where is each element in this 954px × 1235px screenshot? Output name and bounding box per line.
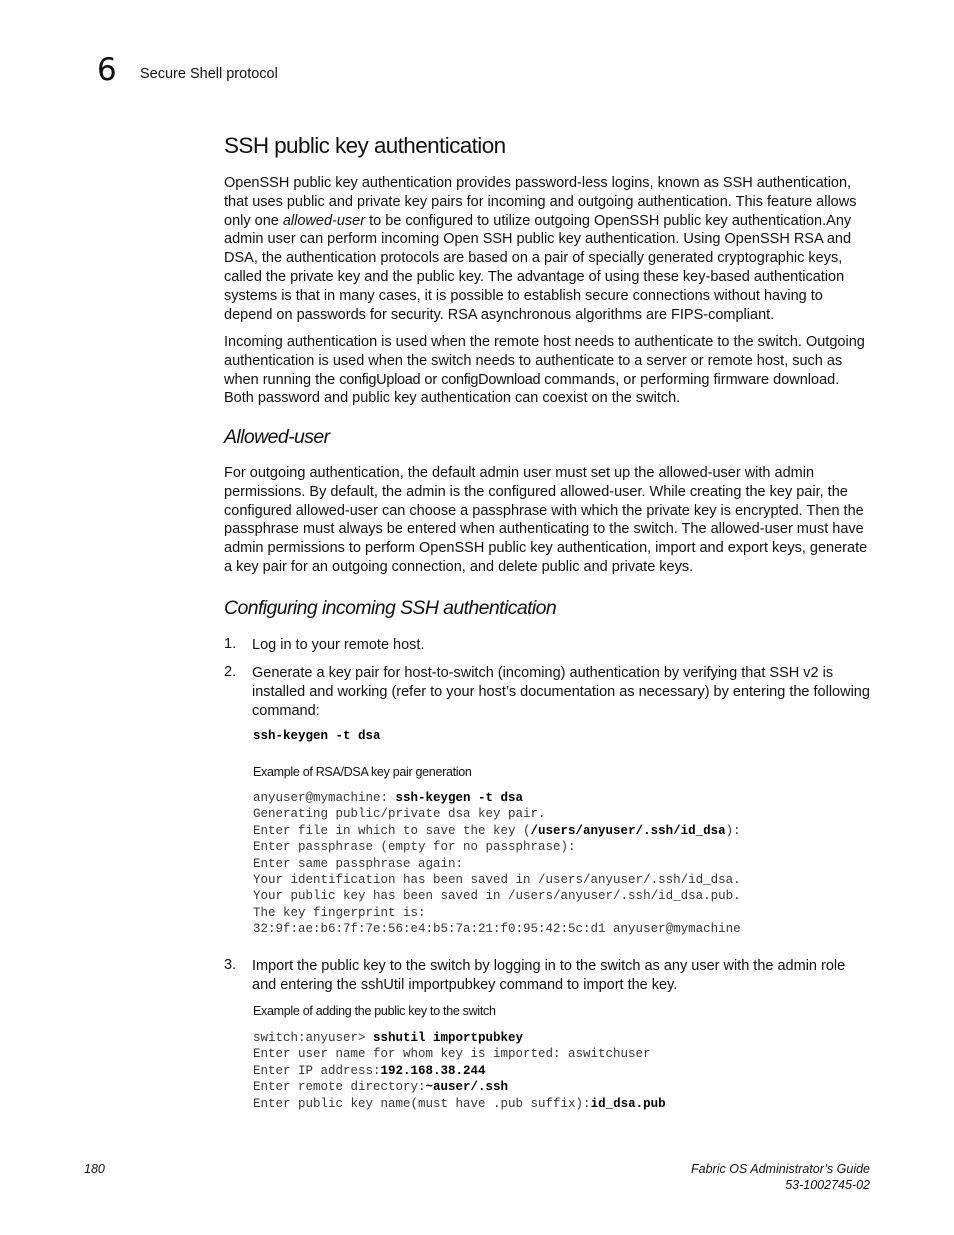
section-title: SSH public key authentication xyxy=(224,133,506,158)
sshutil-importpubkey-command: sshUtil importpubkey xyxy=(360,976,496,993)
code-line: Enter file in which to save the key (/users/anyuser/.ssh/id_dsa): xyxy=(253,823,741,838)
step-2-text: Generate a key pair for host-to-switch (incoming) authentication by verifying that SSH v2 is installed and working (refer to your host’s documentation as necessary) by entering the following command: xyxy=(252,665,870,719)
allowed-user-heading: Allowed-user xyxy=(224,426,330,448)
example-1-code xyxy=(253,790,741,938)
step-1-number: 1. xyxy=(224,636,237,652)
step-1-text: Log in to your remote host. xyxy=(252,637,425,653)
example-2-code xyxy=(253,1030,666,1112)
intro-paragraph-2: Incoming authentication is used when the remote host needs to authenticate to the switch. Outgoing authentication is used when the switch needs to authenticate to a server or remote host, such as when running the configUpload or configDownload commands, or performing firmware download. Both password and public key authentication can coexist on the switch. xyxy=(224,334,865,407)
step-3-text: Import the public key to the switch by logging in to the switch as any user with the admin role and entering the sshUtil importpubkey command to import the key. xyxy=(252,958,846,993)
code-line: 32:9f:ae:b6:7f:7e:56:e4:b5:7a:21:f0:95:42:5c:d1 anyuser@mymachine xyxy=(253,922,741,937)
allowed-user-paragraph: For outgoing authentication, the default admin user must set up the allowed-user with admin permissions. By default, the admin is the configured allowed-user. While creating the key pair, the configured allowed-user can choose a passphrase with which the private key is encrypted. Then the passphrase must always be entered when authenticating to the switch. The allowed-user must have admin permissions to perform OpenSSH public key authentication, import and export keys, generate a key pair for an outgoing connection, and delete public and private keys. xyxy=(224,465,868,575)
chapter-title: Secure Shell protocol xyxy=(140,66,278,82)
allowed-user-term: allowed-user xyxy=(282,212,366,229)
chapter-number: 6 xyxy=(97,52,117,88)
example-2-title: Example of adding the public key to the switch xyxy=(253,1004,496,1018)
code-line: Enter remote directory:~auser/.ssh xyxy=(253,1080,509,1095)
config-download-command: configDownload xyxy=(441,371,541,388)
footer-doc-info xyxy=(691,1162,870,1193)
code-line: Enter IP address:192.168.38.244 xyxy=(253,1063,486,1078)
example-1-title: Example of RSA/DSA key pair generation xyxy=(253,765,472,779)
code-line: Enter same passphrase again: xyxy=(253,856,464,871)
code-line: Your identification has been saved in /users/anyuser/.ssh/id_dsa. xyxy=(253,873,741,888)
incoming-ssh-heading: Configuring incoming SSH authentication xyxy=(224,597,557,619)
intro-paragraph-1: OpenSSH public key authentication provides password-less logins, known as SSH authentication, that uses public and private key pairs for incoming and outgoing authentication. This feature allows only one allowed-user to be configured to utilize outgoing OpenSSH public key authentication.Any admin user can perform incoming Open SSH public key authentication. Using OpenSSH RSA and DSA, the authentication protocols are based on a pair of specially generated cryptographic keys, called the private key and the public key. The advantage of using these key-based authentication systems is that in many cases, it is possible to establish secure connections without having to depend on passwords for security. RSA asynchronous algorithms are FIPS-compliant. xyxy=(224,175,857,323)
step-3-number: 3. xyxy=(224,957,237,973)
page-number: 180 xyxy=(84,1162,105,1176)
code-line: switch:anyuser> sshutil importpubkey xyxy=(253,1031,524,1045)
doc-number: 53-1002745-02 xyxy=(785,1177,870,1192)
guide-title: Fabric OS Administrator’s Guide xyxy=(691,1162,870,1176)
ssh-keygen-command: ssh-keygen -t dsa xyxy=(253,729,381,743)
config-upload-command: configUpload xyxy=(339,371,421,388)
code-line: Your public key has been saved in /users/anyuser/.ssh/id_dsa.pub. xyxy=(253,889,741,904)
code-line: anyuser@mymachine: ssh-keygen -t dsa xyxy=(253,791,524,805)
code-line: Generating public/private dsa key pair. xyxy=(253,807,546,822)
code-line: Enter passphrase (empty for no passphrase): xyxy=(253,840,576,855)
code-line: Enter public key name(must have .pub suffix):id_dsa.pub xyxy=(253,1096,666,1111)
step-2-number: 2. xyxy=(224,664,237,680)
code-line: Enter user name for whom key is imported: aswitchuser xyxy=(253,1047,651,1062)
code-line: The key fingerprint is: xyxy=(253,905,426,920)
